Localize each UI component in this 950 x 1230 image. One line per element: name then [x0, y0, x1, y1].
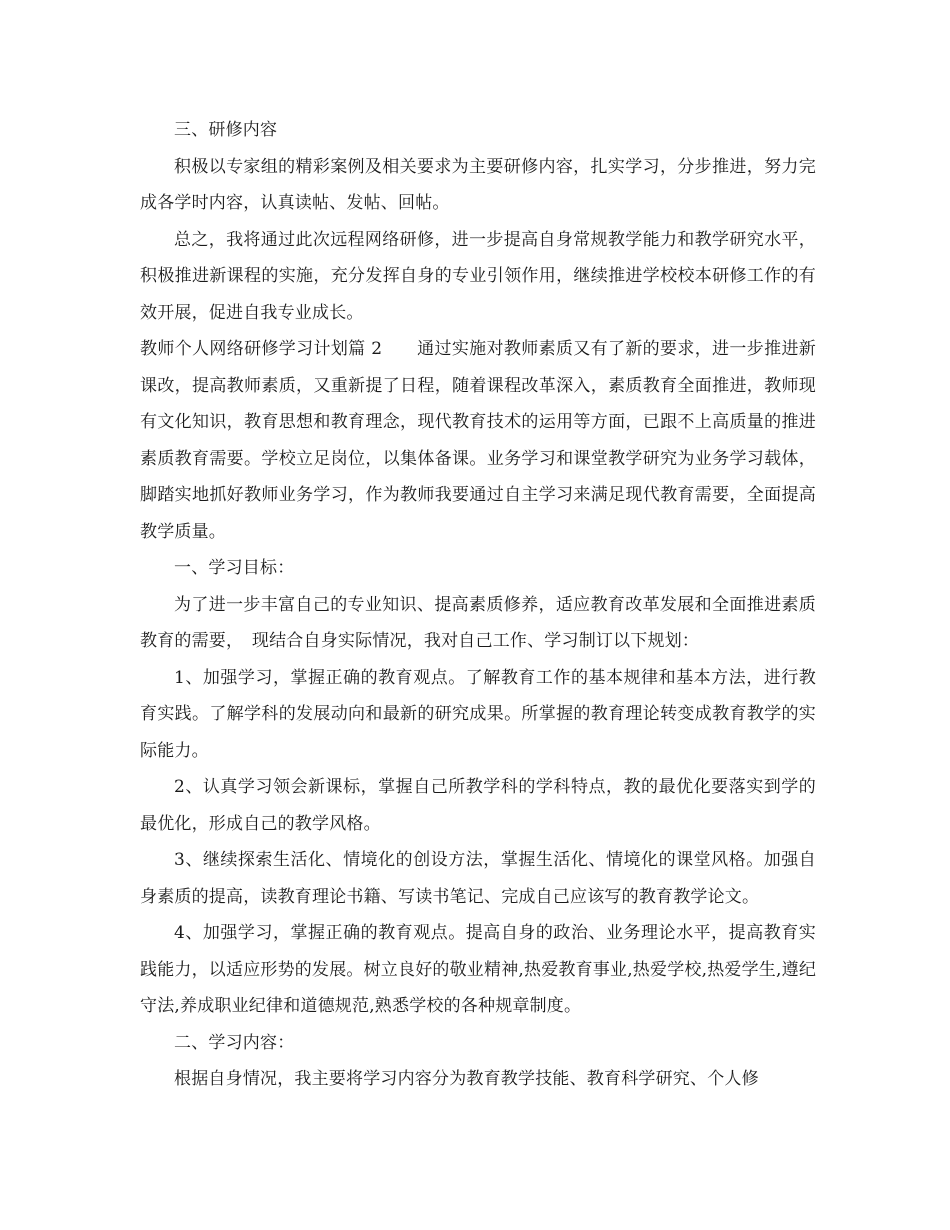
- list-item-2: 2、认真学习领会新课标，掌握自己所教学科的学科特点，教的最优化要落实到学的最优化，形成自己的教学风格。: [140, 777, 816, 834]
- paragraph-plan-2-intro: 教师个人网络研修学习计划篇 2 通过实施对教师素质又有了新的要求，进一步推进新课改，提高教师素质，又重新提了日程，随着课程改革深入，素质教育全面推进，教师现有文化知识，教育思想和教育理念，现代教育技术的运用等方面，已跟不上高质量的推进素质教育需要。学校立足岗位，以集体备课。业务学习和课堂教学研究为业务学习载体，脚踏实地抓好教师业务学习，作为教师我要通过自主学习来满足现代教育需要，全面提高教学质量。: [140, 339, 816, 542]
- paragraph-learning-goals: 为了进一步丰富自己的专业知识、提高素质修养，适应教育改革发展和全面推进素质教育的需要， 现结合自身实际情况，我对自己工作、学习制订以下规划：: [140, 594, 816, 651]
- paragraph-summary: 总之，我将通过此次远程网络研修，进一步提高自身常规教学能力和教学研究水平，积极推进新课程的实施，充分发挥自身的专业引领作用，继续推进学校校本研修工作的有效开展，促进自我专业成长。: [140, 229, 816, 323]
- section-heading-learning-goals: 一、学习目标：: [174, 558, 295, 578]
- list-item-4: 4、加强学习，掌握正确的教育观点。提高自身的政治、业务理论水平，提高教育实践能力，以适应形势的发展。树立良好的敬业精神,热爱教育事业,热爱学校,热爱学生,遵纪守法,养成职业纪律和道德规范,熟悉学校的各种规章制度。: [140, 923, 817, 1016]
- paragraph-learning-content: 根据自身情况，我主要将学习内容分为教育教学技能、教育科学研究、个人修: [174, 1069, 759, 1089]
- section-heading-research-content: 三、研修内容: [174, 120, 278, 140]
- paragraph-research-content: 积极以专家组的精彩案例及相关要求为主要研修内容，扎实学习，分步推进，努力完成各学时内容，认真读帖、发帖、回帖。: [140, 156, 816, 213]
- list-item-3: 3、继续探索生活化、情境化的创设方法，掌握生活化、情境化的课堂风格。加强自身素质的提高，读教育理论书籍、写读书笔记、完成自己应该写的教育教学论文。: [140, 850, 816, 907]
- list-item-1: 1、加强学习，掌握正确的教育观点。了解教育工作的基本规律和基本方法，进行教育实践。了解学科的发展动向和最新的研究成果。所掌握的教育理论转变成教育教学的实际能力。: [140, 667, 816, 761]
- section-heading-learning-content: 二、学习内容：: [174, 1032, 295, 1053]
- document-body: [140, 112, 816, 1098]
